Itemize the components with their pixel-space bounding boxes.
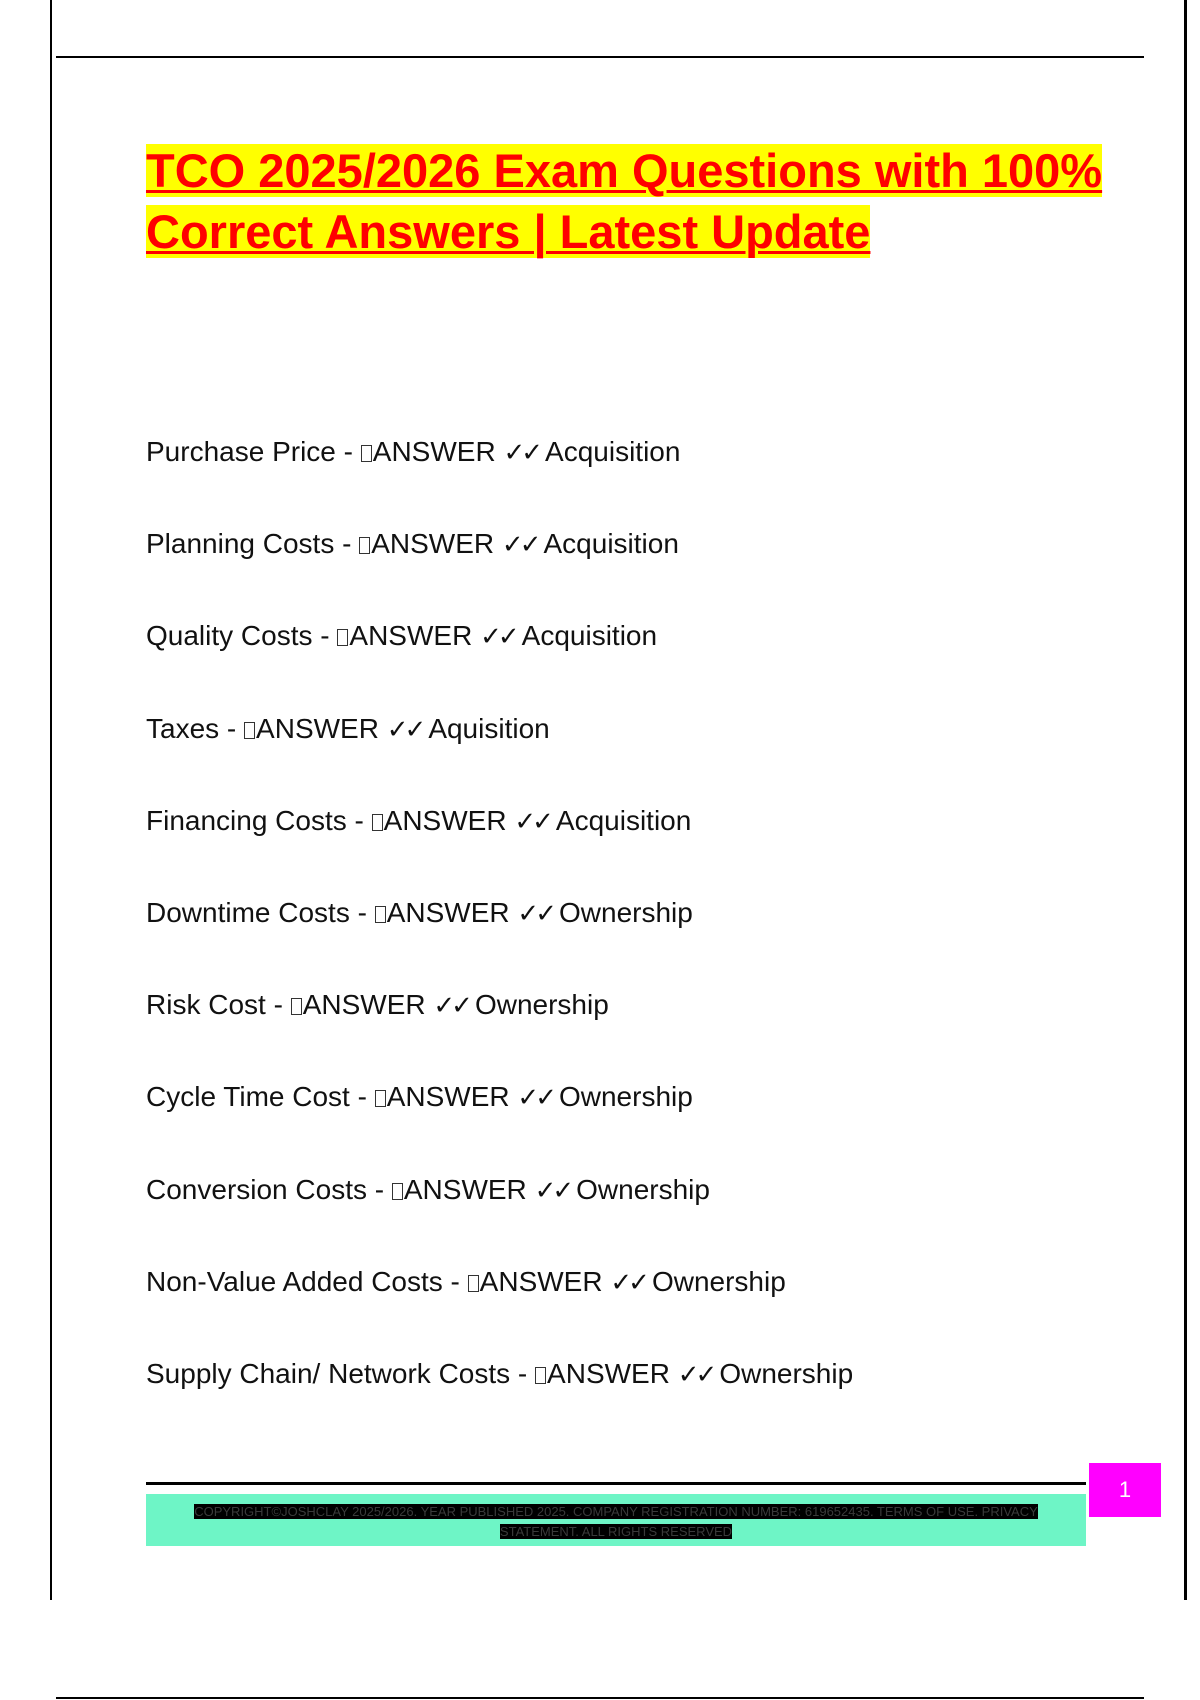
missing-glyph-icon <box>361 445 372 462</box>
answer-marker: ANSWER <box>386 897 510 928</box>
missing-glyph-icon <box>535 1367 546 1384</box>
qa-answer: Ownership <box>576 1174 710 1205</box>
qa-separator: - <box>265 989 291 1020</box>
qa-term: Risk Cost <box>146 989 266 1020</box>
double-check-icon: ✓✓ <box>433 991 469 1021</box>
qa-item <box>146 1174 710 1206</box>
spacer <box>472 620 480 651</box>
qa-answer: Acquisition <box>543 528 679 559</box>
missing-glyph-icon <box>244 722 255 739</box>
qa-item <box>146 620 657 652</box>
qa-term: Downtime Costs <box>146 897 350 928</box>
answer-marker: ANSWER <box>349 620 473 651</box>
double-check-icon: ✓✓ <box>677 1360 714 1390</box>
qa-term: Taxes <box>146 713 220 744</box>
qa-item <box>146 528 679 560</box>
qa-answer: Ownership <box>651 1266 786 1297</box>
spacer <box>379 713 387 744</box>
qa-item <box>146 1081 693 1113</box>
page-border-right <box>1184 0 1187 1600</box>
qa-term: Supply Chain/ Network Costs <box>146 1358 511 1389</box>
missing-glyph-icon <box>392 1183 403 1200</box>
double-check-icon: ✓✓ <box>610 1268 646 1298</box>
footer-band <box>146 1494 1086 1546</box>
qa-term: Planning Costs <box>146 528 335 559</box>
qa-item <box>146 897 693 929</box>
double-check-icon: ✓✓ <box>503 438 540 468</box>
spacer <box>670 1358 678 1389</box>
double-check-icon: ✓✓ <box>517 1083 553 1113</box>
qa-answer: Acquisition <box>555 805 692 836</box>
qa-item <box>146 805 691 837</box>
qa-term: Cycle Time Cost <box>146 1081 350 1112</box>
copyright-notice <box>176 1502 1056 1542</box>
copyright-text: COPYRIGHT©JOSHCLAY 2025/2026. YEAR PUBLISHED 2025. COMPANY REGISTRATION NUMBER: 619652435. TERMS OF USE. PRIVACY STATEMENT. ALL RIGHTS RESERVED <box>194 1504 1038 1539</box>
qa-item <box>146 436 680 468</box>
qa-item <box>146 1358 853 1390</box>
qa-answer: Ownership <box>474 989 609 1020</box>
qa-separator: - <box>219 713 245 744</box>
missing-glyph-icon <box>468 1275 479 1292</box>
footer-rule <box>146 1482 1086 1485</box>
qa-answer: Aquisition <box>428 713 550 744</box>
answer-marker: ANSWER <box>383 805 507 836</box>
document-title <box>146 140 1146 262</box>
double-check-icon: ✓✓ <box>386 715 423 745</box>
qa-answer: Acquisition <box>521 620 658 651</box>
answer-marker: ANSWER <box>547 1358 670 1389</box>
missing-glyph-icon <box>375 1090 386 1107</box>
qa-separator: - <box>334 528 360 559</box>
double-check-icon: ✓✓ <box>514 807 550 837</box>
qa-separator: - <box>366 1174 392 1205</box>
double-check-icon: ✓✓ <box>501 530 538 560</box>
header-rule <box>56 56 1144 58</box>
answer-marker: ANSWER <box>302 989 426 1020</box>
qa-item <box>146 713 550 745</box>
missing-glyph-icon <box>337 629 348 646</box>
qa-answer: Ownership <box>719 1358 854 1389</box>
page-number-badge: 1 <box>1089 1463 1161 1517</box>
qa-separator: - <box>510 1358 536 1389</box>
answer-marker: ANSWER <box>386 1081 510 1112</box>
spacer <box>527 1174 535 1205</box>
answer-marker: ANSWER <box>372 436 496 467</box>
qa-item <box>146 1266 786 1298</box>
qa-separator: - <box>335 436 361 467</box>
missing-glyph-icon <box>291 998 302 1015</box>
spacer <box>494 528 502 559</box>
qa-separator: - <box>349 897 375 928</box>
double-check-icon: ✓✓ <box>517 899 553 929</box>
missing-glyph-icon <box>375 906 386 923</box>
qa-separator: - <box>312 620 338 651</box>
double-check-icon: ✓✓ <box>534 1176 571 1206</box>
answer-marker: ANSWER <box>256 713 379 744</box>
qa-term: Conversion Costs <box>146 1174 367 1205</box>
qa-term: Purchase Price <box>146 436 336 467</box>
answer-marker: ANSWER <box>371 528 495 559</box>
missing-glyph-icon <box>359 537 370 554</box>
qa-separator: - <box>349 1081 375 1112</box>
qa-term: Quality Costs <box>146 620 313 651</box>
page-border-left <box>50 0 52 1600</box>
qa-separator: - <box>442 1266 468 1297</box>
next-page-rule <box>56 1697 1144 1699</box>
qa-term: Financing Costs <box>146 805 347 836</box>
document-title-text: TCO 2025/2026 Exam Questions with 100% Correct Answers | Latest Update <box>146 144 1103 258</box>
qa-item <box>146 989 609 1021</box>
answer-marker: ANSWER <box>479 1266 603 1297</box>
qa-answer: Ownership <box>559 897 693 928</box>
missing-glyph-icon <box>372 814 383 831</box>
qa-separator: - <box>346 805 372 836</box>
qa-term: Non-Value Added Costs <box>146 1266 443 1297</box>
answer-marker: ANSWER <box>403 1174 527 1205</box>
qa-answer: Ownership <box>558 1081 693 1112</box>
qa-answer: Acquisition <box>545 436 681 467</box>
double-check-icon: ✓✓ <box>480 622 516 652</box>
